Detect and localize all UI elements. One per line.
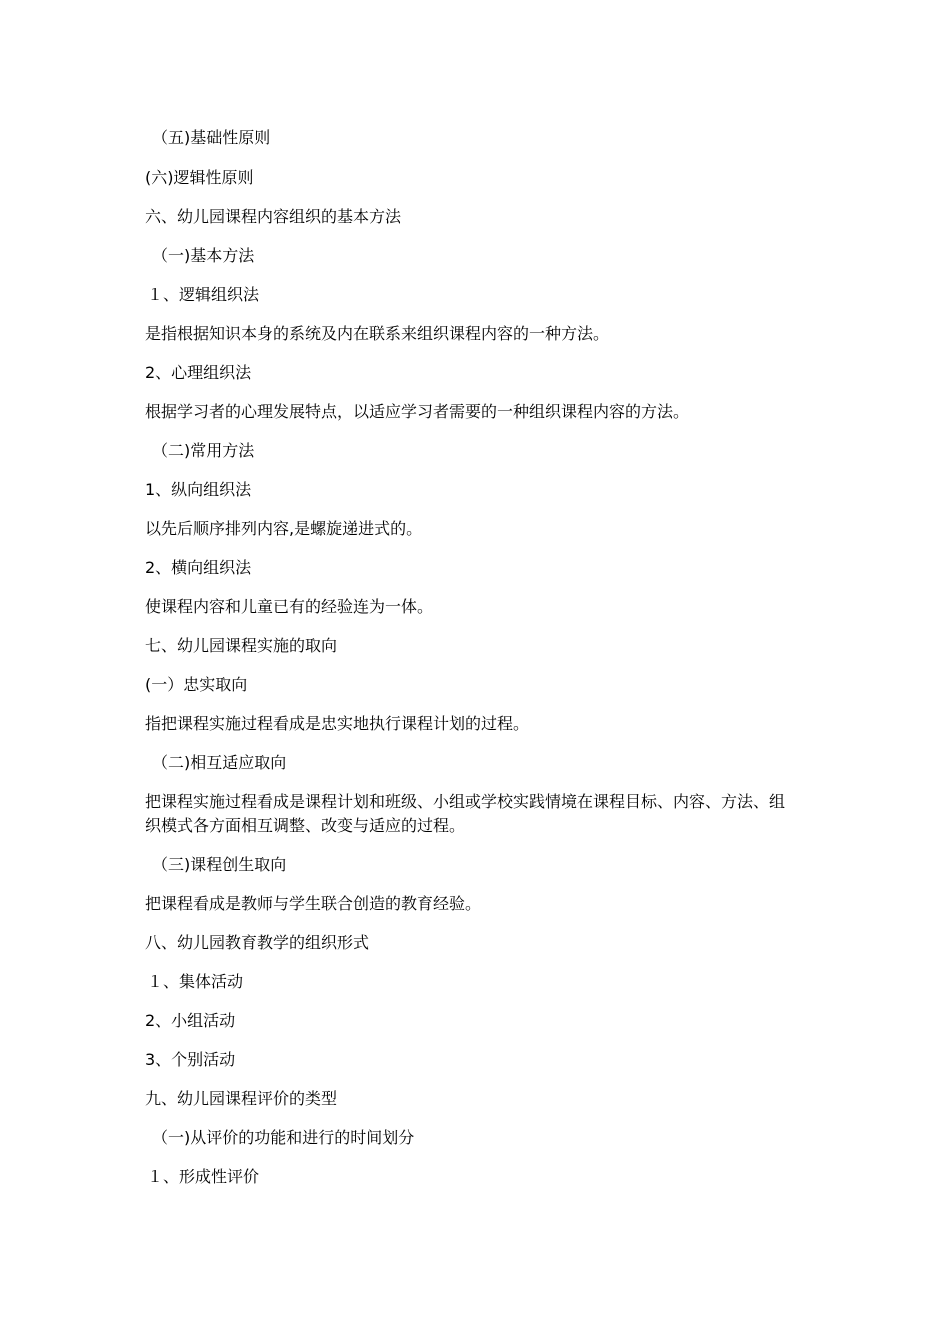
subheading-evaluation-division: （一)从评价的功能和进行的时间划分	[152, 1128, 415, 1147]
paragraph-logical-organization: 是指根据知识本身的系统及内在联系来组织课程内容的一种方法。	[145, 324, 610, 343]
subheading-mutual-adaptation: （二)相互适应取向	[152, 753, 287, 772]
paragraph-vertical-organization: 以先后顺序排列内容,是螺旋递进式的。	[145, 519, 423, 538]
section-heading-6: 六、幼儿园课程内容组织的基本方法	[145, 207, 402, 226]
subheading-fidelity: (一）忠实取向	[145, 675, 248, 694]
item-horizontal-organization: 2、横向组织法	[145, 558, 252, 577]
paragraph-mutual-adaptation: 把课程实施过程看成是课程计划和班级、小组或学校实践情境在课程目标、内容、方法、组织模式各方面相互调整、改变与适应的过程。	[145, 792, 786, 835]
paragraph-horizontal-organization: 使课程内容和儿童已有的经验连为一体。	[145, 597, 434, 616]
item-formative-evaluation: １、形成性评价	[147, 1167, 260, 1186]
section-heading-7: 七、幼儿园课程实施的取向	[145, 636, 338, 655]
subheading-basic-methods: （一)基本方法	[152, 246, 255, 265]
item-small-group-activity: 2、小组活动	[145, 1011, 236, 1030]
item-individual-activity: 3、个别活动	[145, 1050, 236, 1069]
item-vertical-organization: 1、纵向组织法	[145, 480, 252, 499]
paragraph-curriculum-enactment: 把课程看成是教师与学生联合创造的教育经验。	[145, 894, 482, 913]
item-group-activity: １、集体活动	[147, 972, 244, 991]
item-logical-organization: １、逻辑组织法	[147, 285, 260, 304]
subheading-curriculum-enactment: （三)课程创生取向	[152, 855, 287, 874]
heading-principle-6: (六)逻辑性原则	[145, 168, 254, 187]
section-heading-9: 九、幼儿园课程评价的类型	[145, 1089, 338, 1108]
paragraph-fidelity: 指把课程实施过程看成是忠实地执行课程计划的过程。	[145, 714, 530, 733]
subheading-common-methods: （二)常用方法	[152, 441, 255, 460]
heading-principle-5: （五)基础性原则	[152, 128, 271, 147]
item-psychological-organization: 2、心理组织法	[145, 363, 252, 382]
paragraph-psychological-organization: 根据学习者的心理发展特点，以适应学习者需要的一种组织课程内容的方法。	[145, 402, 690, 421]
section-heading-8: 八、幼儿园教育教学的组织形式	[145, 933, 370, 952]
